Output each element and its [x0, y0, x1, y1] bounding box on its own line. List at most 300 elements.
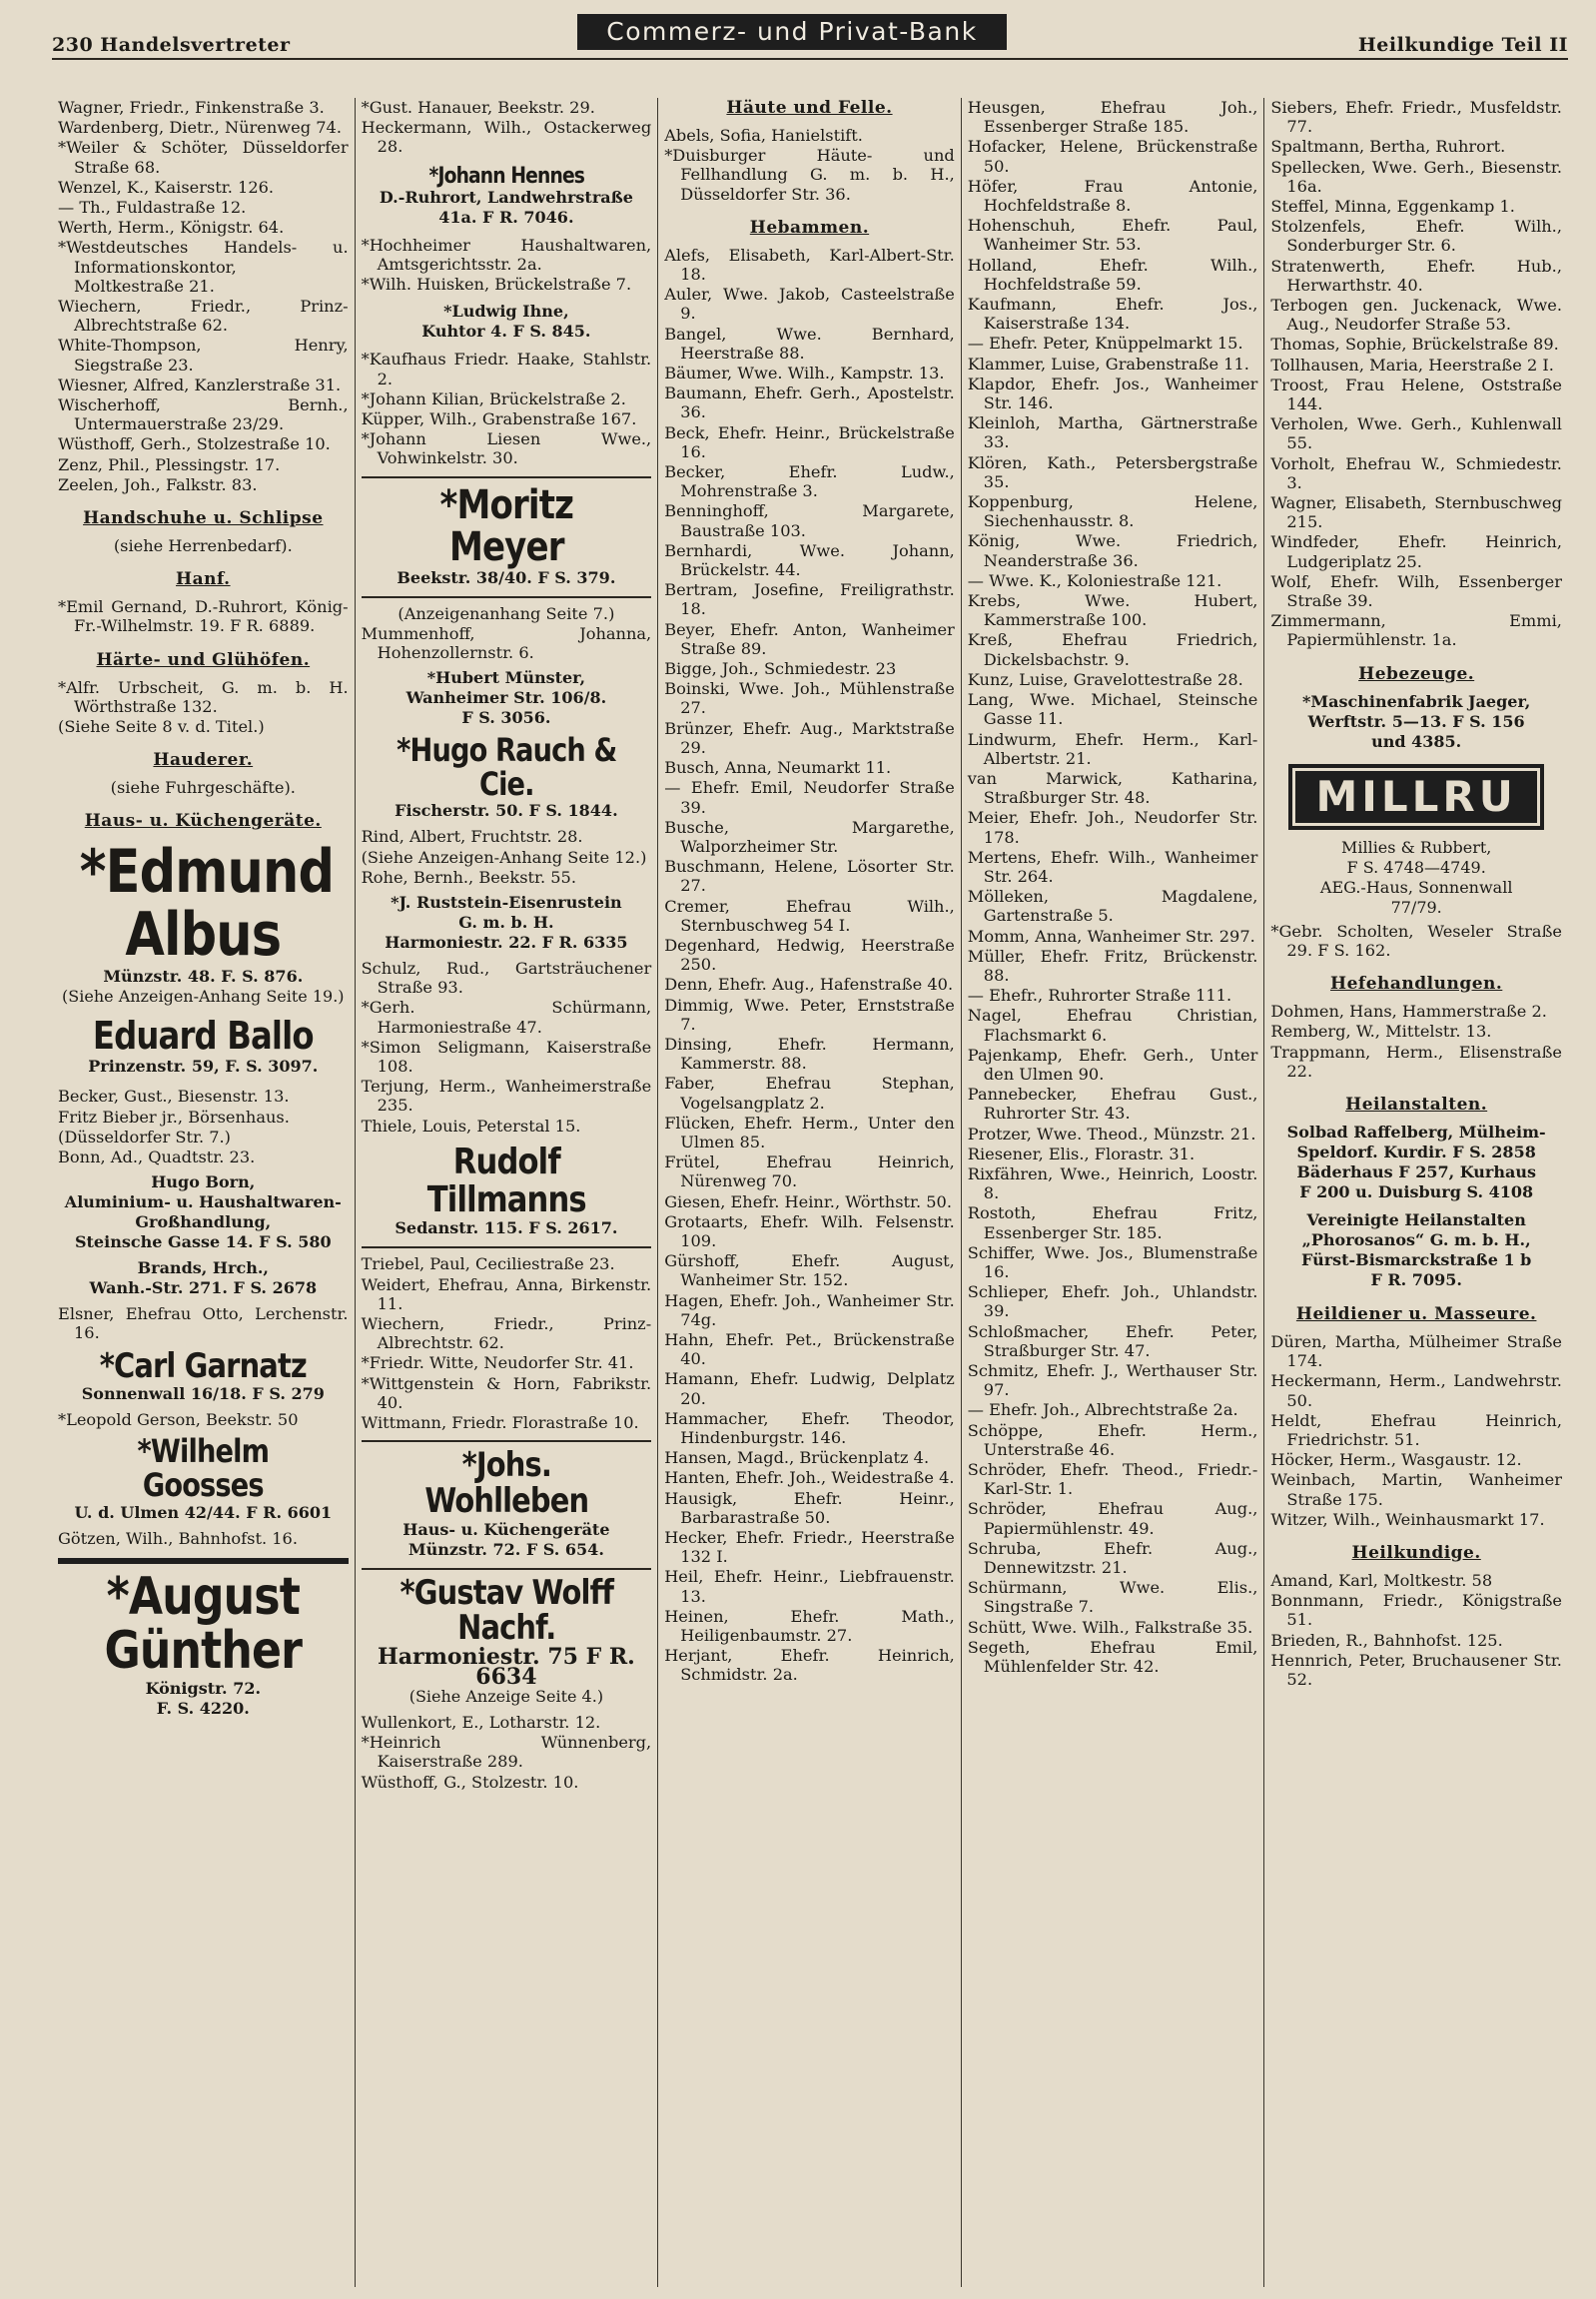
page-section-right: Heilkundige Teil II [1357, 34, 1568, 56]
entry: Schütt, Wwe. Wilh., Falkstraße 35. [967, 1617, 1253, 1637]
section-heading: Haus- u. Küchengeräte. [84, 811, 322, 832]
entry: Protzer, Wwe. Theod., Münzstr. 21. [967, 1124, 1256, 1144]
advert-line: Steinsche Gasse 14. F S. 580 [74, 1232, 332, 1252]
advert-millies [1270, 838, 1562, 918]
advert-line: Millies & Rubbert, [1340, 837, 1492, 857]
entry: Flücken, Ehefr. Herm., Unter den Ulmen 85. [664, 1113, 955, 1151]
entry: Schürmann, Wwe. Elis., Singstraße 7. [967, 1578, 1258, 1617]
entry: Schulz, Rud., Gartsträuchener Straße 93. [361, 958, 652, 998]
entry: *Alfr. Urbscheit, G. m. b. H. Wörthstraße 132. [58, 677, 349, 716]
entry: Siebers, Ehefr. Friedr., Musfeldstr. 77. [1270, 98, 1562, 137]
entry: *Duisburger Häute- und Fellhandlung G. m. b. H., Düsseldorfer Str. 36. [664, 146, 955, 204]
entry: Wüsthoff, G., Stolzestr. 10. [361, 1772, 579, 1792]
entry-list [362, 893, 652, 953]
entry-list [58, 1087, 349, 1166]
entry: Höfer, Frau Antonie, Hochfeldstraße 8. [967, 176, 1258, 216]
divider [362, 596, 652, 598]
entry: Krebs, Wwe. Hubert, Kammerstraße 100. [967, 591, 1258, 630]
entry-list [1270, 1002, 1562, 1081]
entry: Riesener, Elis., Florastr. 31. [967, 1144, 1196, 1163]
entry: Hohenschuh, Ehefr. Paul, Wanheimer Str. 53. [967, 216, 1258, 255]
entry: Meier, Ehefr. Joh., Neudorfer Str. 178. [967, 808, 1258, 847]
entry: Hennrich, Peter, Bruchausener Str. 52. [1270, 1650, 1562, 1689]
entry: Spaltmann, Bertha, Ruhrort. [1270, 137, 1506, 157]
entry-list [58, 1258, 349, 1298]
advert-line: *Hubert Münster, [426, 668, 586, 688]
section-heading: Heilkundige. [1351, 1542, 1481, 1563]
entry: — Ehefr., Ruhrorter Straße 111. [967, 986, 1232, 1006]
advert-line: Harmoniestr. 22. F R. 6335 [385, 932, 628, 952]
entry: Weinbach, Martin, Wanheimer Straße 175. [1270, 1470, 1562, 1509]
entry: Dimmig, Wwe. Peter, Ernststraße 7. [664, 995, 955, 1034]
entry: Wiechern, Friedr., Prinz-Albrechtstr. 62. [361, 1313, 652, 1353]
advert-tillmanns [362, 1141, 652, 1239]
advert-line: F S. 4748—4749. [1346, 857, 1486, 877]
advert-address: Münzstr. 72. F S. 654. [407, 1539, 604, 1559]
entry: Baumann, Ehefr. Gerh., Apostelstr. 36. [664, 383, 955, 422]
entry-list [968, 98, 1258, 1676]
entry-list [58, 98, 349, 494]
entry: Stolzenfels, Ehefr. Wilh., Sonderburger Str. 6. [1270, 217, 1562, 256]
entry: Windfeder, Ehefr. Heinrich, Ludgeriplatz 25. [1270, 532, 1562, 571]
entry: Hansen, Magd., Brückenplatz 4. [664, 1448, 930, 1468]
entry: *Kaufhaus Friedr. Haake, Stahlstr. 2. [361, 350, 652, 388]
entry: Witzer, Wilh., Weinhausmarkt 17. [1270, 1509, 1545, 1529]
entry-list [1270, 1123, 1562, 1202]
entry: Bangel, Wwe. Bernhard, Heerstraße 88. [664, 324, 955, 363]
advert-albus [58, 837, 349, 1007]
entry: Denn, Ehefr. Aug., Hafenstraße 40. [664, 975, 954, 995]
entry-list [58, 678, 349, 737]
entry: Stratenwerth, Ehefr. Hub., Herwarthstr. 40. [1270, 256, 1562, 295]
entry: Becker, Gust., Biesenstr. 13. [58, 1087, 290, 1107]
entry-list [664, 126, 955, 204]
entry-list [1270, 692, 1562, 752]
entry: Küpper, Wilh., Grabenstraße 167. [361, 408, 637, 428]
entry: *Wittgenstein & Horn, Fabrikstr. 40. [361, 1373, 652, 1412]
entry: Zimmermann, Emmi, Papiermühlenstr. 1a. [1270, 611, 1562, 650]
advert-ihne [362, 302, 652, 342]
entry: Busche, Margarethe, Walporzheimer Str. [664, 817, 955, 856]
advert-line: Solbad Raffelberg, Mülheim-Speldorf. Kurdir. F S. 2858 [1286, 1122, 1546, 1161]
column-2 [356, 98, 659, 2287]
entry: Abels, Sofia, Hanielstift. [664, 126, 863, 145]
column-4 [962, 98, 1265, 2287]
entry: White-Thompson, Henry, Siegstraße 23. [58, 336, 349, 375]
entry: Wolf, Ehefr. Wilh, Essenberger Straße 39. [1270, 571, 1562, 611]
entry-list [362, 188, 652, 228]
entry: Klammer, Luise, Grabenstraße 11. [967, 354, 1249, 374]
millru-logo [1288, 764, 1544, 830]
section-heading: Hebezeuge. [1358, 663, 1475, 684]
entry: *Johann Liesen Wwe., Vohwinkelstr. 30. [361, 429, 652, 468]
entry: Terbogen gen. Juckenack, Wwe. Aug., Neudorfer Straße 53. [1270, 296, 1562, 335]
advert-line: Brands, Hrch., [137, 1258, 269, 1278]
divider [362, 1440, 652, 1442]
advert-line: *J. Ruststein-Eisenrustein [391, 892, 622, 912]
entry: Steffel, Minna, Eggenkamp 1. [1270, 197, 1515, 217]
entry: Pajenkamp, Ehefr. Gerh., Unter den Ulmen 90. [967, 1045, 1258, 1084]
entry: Tollhausen, Maria, Heerstraße 2 I. [1270, 355, 1554, 375]
entry: — Wwe. K., Koloniestraße 121. [967, 570, 1222, 590]
entry: Grotaarts, Ehefr. Wilh. Felsenstr. 109. [664, 1211, 955, 1250]
section-heading: Härte- und Glühöfen. [96, 649, 311, 670]
entry: Becker, Ehefr. Ludw., Mohrenstraße 3. [664, 462, 955, 501]
advert-name: *Johann Hennes [428, 163, 584, 189]
advert-goosses [58, 1432, 349, 1522]
entry: Vorholt, Ehefrau W., Schmiedestr. 3. [1270, 453, 1562, 492]
advert-subtitle: Haus- u. Küchengeräte [402, 1519, 610, 1539]
entry: Hanten, Ehefr. Joh., Weidestraße 4. [664, 1468, 955, 1488]
entry: Amand, Karl, Moltkestr. 58 [1270, 1570, 1493, 1590]
entry: Trappmann, Herm., Elisenstraße 22. [1270, 1042, 1562, 1081]
advert-name: Eduard Ballo [92, 1014, 314, 1059]
entry: Hausigk, Ehefr. Heinr., Barbarastraße 50. [664, 1488, 955, 1527]
divider [58, 1558, 349, 1564]
entry: Elsner, Ehefrau Otto, Lerchenstr. 16. [58, 1304, 349, 1343]
page-number-section: 230 Handelsvertreter [52, 34, 291, 56]
advert-line: F 200 u. Duisburg S. 4108 [1299, 1181, 1534, 1201]
entry: Götzen, Wilh., Bahnhofst. 16. [58, 1528, 298, 1548]
entry: *Leopold Gerson, Beekstr. 50 [58, 1410, 299, 1430]
advert-line: Aluminium- u. Haushaltwaren-Großhandlung, [64, 1192, 342, 1232]
advert-wohlleben [362, 1445, 652, 1559]
advert-line: Vereinigte Heilanstalten [1306, 1209, 1526, 1229]
entry: Müller, Ehefr. Fritz, Brückenstr. 88. [967, 946, 1258, 985]
entry: Bernhardi, Wwe. Johann, Brückelstr. 44. [664, 540, 955, 580]
section-heading: Häute und Felle. [726, 98, 893, 118]
entry: Schöppe, Ehefr. Herm., Unterstraße 46. [967, 1420, 1258, 1459]
entry: Brünzer, Ehefr. Aug., Marktstraße 29. [664, 718, 955, 757]
entry: Wardenberg, Dietr., Nürenweg 74. [58, 118, 342, 138]
column-3 [658, 98, 962, 2287]
advert-name: *Gustav Wolff Nachf. [399, 1572, 613, 1649]
section-heading: Heildiener u. Masseure. [1295, 1303, 1537, 1324]
entry: Hofacker, Helene, Brückenstraße 50. [967, 137, 1258, 176]
entry: Benninghoff, Margarete, Baustraße 103. [664, 501, 955, 540]
entry-list [1270, 838, 1562, 918]
entry: Hahn, Ehefr. Pet., Brückenstraße 40. [664, 1329, 955, 1369]
entry: *Westdeutsches Handels- u. Informationskontor, Moltkestraße 21. [58, 238, 349, 296]
entry: Gürshoff, Ehefr. August, Wanheimer Str. 152. [664, 1251, 955, 1290]
section-heading: Hanf. [176, 569, 231, 590]
section-heading: Hefehandlungen. [1330, 974, 1503, 995]
entry: Wenzel, K., Kaiserstr. 126. [58, 177, 275, 197]
entry: Heckermann, Herm., Landwehrstr. 50. [1270, 1371, 1562, 1410]
advert-address: Sedanstr. 115. F S. 2617. [395, 1218, 618, 1238]
entry-list [362, 668, 652, 728]
advert-address: Beekstr. 38/40. F S. 379. [397, 567, 616, 587]
advert-rauch [362, 731, 652, 821]
entry: (siehe Herrenbedarf). [113, 536, 293, 556]
entry: Mummenhoff, Johanna, Hohenzollernstr. 6. [361, 623, 652, 662]
entry: Spellecken, Wwe. Gerh., Biesenstr. 16a. [1270, 157, 1562, 196]
advert-line: *Ludwig Ihne, [443, 302, 569, 322]
entry: Schloßmacher, Ehefr. Peter, Straßburger Str. 47. [967, 1321, 1258, 1360]
columns [52, 98, 1568, 2287]
entry: Kunz, Luise, Gravelottestraße 28. [967, 669, 1243, 689]
entry: Heil, Ehefr. Heinr., Liebfrauenstr. 13. [664, 1567, 955, 1606]
entry: Schlieper, Ehefr. Joh., Uhlandstr. 39. [967, 1282, 1258, 1321]
advert-wolff [362, 1572, 652, 1707]
entry: Wagner, Elisabeth, Sternbuschweg 215. [1270, 493, 1562, 532]
entry: *Johann Kilian, Brückelstraße 2. [361, 388, 626, 408]
entry-list [362, 98, 652, 157]
entry: Rostoth, Ehefrau Fritz, Essenberger Str. 185. [967, 1203, 1258, 1242]
advert-raffelberg [1270, 1123, 1562, 1202]
entry: Fritz Bieber jr., Börsenhaus. [58, 1107, 290, 1127]
entry: Rixfähren, Wwe., Heinrich, Loostr. 8. [967, 1163, 1258, 1203]
entry: Brieden, R., Bahnhofst. 125. [1270, 1630, 1503, 1650]
entry: Schröder, Ehefr. Theod., Friedr.-Karl-Str. 1. [967, 1460, 1258, 1499]
advert-jaeger [1270, 692, 1562, 752]
entry: Wiesner, Alfred, Kanzlerstraße 31. [58, 375, 342, 394]
entry: Schruba, Ehefr. Aug., Dennewitzstr. 21. [967, 1538, 1258, 1578]
entry-list [362, 827, 652, 887]
advert-line: F. S. 4220. [156, 1699, 250, 1719]
entry: — Th., Fuldastraße 12. [58, 198, 247, 218]
advert-name: *Carl Garnatz [99, 1345, 307, 1386]
entry: *Gebr. Scholten, Weseler Straße 29. F S. 162. [1270, 921, 1562, 960]
entry: Rohe, Bernh., Beekstr. 55. [361, 867, 576, 887]
advert-line: 41a. F R. 7046. [438, 207, 574, 227]
entry: Bonn, Ad., Quadtstr. 23. [58, 1147, 256, 1166]
entry-list [362, 236, 652, 295]
bank-banner: Commerz- und Privat-Bank [577, 14, 1007, 50]
section-heading: Hebammen. [749, 217, 870, 238]
entry: Schröder, Ehefrau Aug., Papiermühlenstr. 49. [967, 1499, 1258, 1538]
section-heading: Hauderer. [153, 750, 254, 771]
entry: Degenhard, Hedwig, Heerstraße 250. [664, 935, 955, 975]
entry: *Simon Seligmann, Kaiserstraße 108. [361, 1037, 652, 1076]
entry: Verholen, Wwe. Gerh., Kuhlenwall 55. [1270, 414, 1562, 453]
entry: Pannebecker, Ehefrau Gust., Ruhrorter Str. 43. [967, 1085, 1258, 1124]
entry: Triebel, Paul, Ceciliestraße 23. [361, 1254, 615, 1274]
advert-name: *Johs. Wohlleben [423, 1445, 588, 1521]
entry: van Marwick, Katharina, Straßburger Str. 48. [967, 768, 1258, 808]
entry: Momm, Anna, Wanheimer Str. 297. [967, 926, 1255, 946]
advert-name: *August Günther [104, 1566, 303, 1682]
entry: Lindwurm, Ehefr. Herm., Karl-Albertstr. 21. [967, 729, 1258, 768]
entry: Wittmann, Friedr. Florastraße 10. [361, 1412, 639, 1432]
entry: Lang, Wwe. Michael, Steinsche Gasse 11. [967, 690, 1258, 729]
entry: Wischerhoff, Bernh., Untermauerstraße 23/29. [58, 395, 349, 434]
entry: Alefs, Elisabeth, Karl-Albert-Str. 18. [664, 245, 955, 285]
advert-address: Sonnenwall 16/18. F S. 279 [81, 1384, 325, 1404]
entry: Mertens, Ehefr. Wilh., Wanheimer Str. 264. [967, 847, 1258, 886]
entry: Kreß, Ehefrau Friedrich, Dickelsbachstr. 9. [967, 630, 1258, 669]
advert-line: Werftstr. 5—13. F S. 156 [1307, 711, 1525, 731]
entry: Bertram, Josefine, Freiligrathstr. 18. [664, 580, 955, 619]
advert-address: Prinzenstr. 59, F. S. 3097. [88, 1057, 319, 1077]
entry: Klören, Kath., Petersbergstraße 35. [967, 452, 1258, 491]
advert-note: (Siehe Anzeigen-Anhang Seite 19.) [62, 987, 345, 1007]
advert-line: Fürst-Bismarckstraße 1 b [1301, 1249, 1532, 1269]
entry: (Siehe Seite 8 v. d. Titel.) [58, 717, 265, 737]
entry: Segeth, Ehefrau Emil, Mühlenfelder Str. 42. [967, 1637, 1258, 1677]
entry: *Gust. Hanauer, Beekstr. 29. [361, 98, 595, 117]
advert-line: *Maschinenfabrik Jaeger, [1302, 691, 1531, 711]
entry: — Ehefr. Peter, Knüppelmarkt 15. [967, 334, 1243, 354]
entry-list [362, 1254, 652, 1432]
entry: Beyer, Ehefr. Anton, Wanheimer Straße 89. [664, 619, 955, 658]
advert-line: Wanheimer Str. 106/8. [405, 688, 607, 708]
entry-list [1270, 98, 1562, 650]
entry: Terjung, Herm., Wanheimerstraße 235. [361, 1077, 652, 1116]
entry: Troost, Frau Helene, Oststraße 144. [1270, 375, 1562, 414]
entry: (Düsseldorfer Str. 7.) [58, 1127, 231, 1147]
advert-ballo [58, 1014, 349, 1077]
entry: Mölleken, Magdalene, Gartenstraße 5. [967, 887, 1258, 926]
advert-line: Kuhtor 4. F S. 845. [421, 322, 591, 342]
entry-list [362, 302, 652, 342]
advert-hennes [362, 165, 652, 228]
entry-list [664, 246, 955, 1685]
entry: Koppenburg, Helene, Siechenhausstr. 8. [967, 492, 1258, 531]
entry-list [362, 959, 652, 1136]
entry: *Hochheimer Haushaltwaren, Amtsgerichtsstr. 2a. [361, 235, 652, 274]
entry: (siehe Fuhrgeschäfte). [110, 778, 296, 798]
entry: Remberg, W., Mittelstr. 13. [1270, 1022, 1492, 1042]
advert-line: Hugo Born, [151, 1172, 256, 1192]
entry: Giesen, Ehefr. Heinr., Wörthstr. 50. [664, 1191, 952, 1211]
entry: Hagen, Ehefr. Joh., Wanheimer Str. 74g. [664, 1290, 955, 1329]
entry: König, Wwe. Friedrich, Neanderstraße 36. [967, 531, 1258, 570]
advert-line: D.-Ruhrort, Landwehrstraße [379, 187, 633, 207]
entry: Auler, Wwe. Jakob, Casteelstraße 9. [664, 285, 955, 324]
entry: Heusgen, Ehefrau Joh., Essenberger Straße 185. [967, 98, 1258, 137]
entry: Herjant, Ehefr. Heinrich, Schmidstr. 2a. [664, 1646, 955, 1685]
entry: Dohmen, Hans, Hammerstraße 2. [1270, 1002, 1547, 1022]
advert-line: Wanh.-Str. 271. F S. 2678 [89, 1278, 318, 1298]
advert-address: U. d. Ulmen 42/44. F R. 6601 [74, 1502, 333, 1522]
entry: Boinski, Wwe. Joh., Mühlenstraße 27. [664, 679, 955, 718]
advert-name: Rudolf Tillmanns [426, 1141, 586, 1220]
entry: Werth, Herm., Königstr. 64. [58, 218, 285, 238]
advert-born [58, 1172, 349, 1252]
entry: Kleinloh, Martha, Gärtnerstraße 33. [967, 413, 1258, 452]
section-heading: Handschuhe u. Schlipse [83, 508, 324, 529]
entry: *Heinrich Wünnenberg, Kaiserstraße 289. [361, 1733, 652, 1772]
advert-line: Königstr. 72. [145, 1679, 262, 1699]
column-5 [1264, 98, 1568, 2287]
millru-logo-text: MILLRU [1295, 771, 1537, 823]
entry: Heinen, Ehefr. Math., Heiligenbaumstr. 27. [664, 1606, 955, 1646]
entry: Wullenkort, E., Lotharstr. 12. [361, 1712, 601, 1732]
advert-line: Bäderhaus F 257, Kurhaus [1296, 1161, 1536, 1181]
entry: Buschmann, Helene, Lösorter Str. 27. [664, 857, 955, 896]
entry: *Emil Gernand, D.-Ruhrort, König-Fr.-Wilhelmstr. 19. F R. 6889. [58, 597, 349, 636]
divider [362, 476, 652, 478]
section-heading: Heilanstalten. [1345, 1094, 1488, 1115]
advert-note: (Siehe Anzeige Seite 4.) [408, 1686, 604, 1706]
entry-list [58, 1679, 349, 1719]
entry: Klapdor, Ehefr. Jos., Wanheimer Str. 146. [967, 374, 1258, 413]
advert-name: *Edmund Albus [79, 837, 335, 971]
header-rule [52, 58, 1568, 60]
advert-muenster [362, 668, 652, 728]
advert-ruststein [362, 893, 652, 953]
entry: Zenz, Phil., Plessingstr. 17. [58, 454, 281, 474]
entry-list [1270, 1210, 1562, 1290]
entry: Dinsing, Ehefr. Hermann, Kammerstr. 88. [664, 1034, 955, 1074]
column-1 [52, 98, 356, 2287]
entry: Höcker, Herm., Wasgaustr. 12. [1270, 1450, 1522, 1470]
advert-line: und 4385. [1371, 731, 1462, 751]
entry: Zeelen, Joh., Falkstr. 83. [58, 474, 258, 494]
entry: Wüsthoff, Gerh., Stolzestraße 10. [58, 434, 331, 454]
entry: Busch, Anna, Neumarkt 11. [664, 758, 892, 778]
entry: (Anzeigenanhang Seite 7.) [398, 603, 615, 623]
entry: Hamann, Ehefr. Ludwig, Delplatz 20. [664, 1369, 955, 1408]
advert-line: G. m. b. H. [458, 912, 554, 932]
entry: Frütel, Ehefrau Heinrich, Nürenweg 70. [664, 1152, 955, 1191]
entry-list [362, 1713, 652, 1792]
entry: — Ehefr. Joh., Albrechtstraße 2a. [967, 1400, 1238, 1420]
entry: Bonnmann, Friedr., Königstraße 51. [1270, 1591, 1562, 1630]
entry: Wagner, Friedr., Finkenstraße 3. [58, 98, 325, 117]
entry: *Weiler & Schöter, Düsseldorfer Straße 68. [58, 138, 349, 177]
entry: Heckermann, Wilh., Ostackerweg 28. [361, 118, 652, 157]
entry: — Ehefr. Emil, Neudorfer Straße 39. [664, 778, 955, 817]
entry: (Siehe Anzeigen-Anhang Seite 12.) [361, 847, 647, 867]
advert-name: *Moritz Meyer [439, 481, 573, 570]
entry: Bäumer, Wwe. Wilh., Kampstr. 13. [664, 364, 945, 383]
entry: Nagel, Ehefrau Christian, Flachsmarkt 6. [967, 1006, 1258, 1045]
entry: Wiechern, Friedr., Prinz-Albrechtstraße 62. [58, 297, 349, 336]
advert-name: *Hugo Rauch & Cie. [396, 731, 617, 803]
advert-address: Harmoniestr. 75 F R. 6634 [377, 1643, 635, 1690]
advert-line: „Phorosanos“ G. m. b. H., [1301, 1229, 1531, 1249]
entry-list [1270, 1571, 1562, 1689]
advert-meyer [362, 481, 652, 588]
advert-address: Fischerstr. 50. F S. 1844. [395, 801, 618, 821]
advert-garnatz [58, 1345, 349, 1405]
entry: Faber, Ehefrau Stephan, Vogelsangplatz 2. [664, 1074, 955, 1113]
entry: Hecker, Ehefr. Friedr., Heerstraße 132 I. [664, 1528, 955, 1567]
advert-line: F S. 3056. [461, 708, 551, 728]
entry: Beck, Ehefr. Heinr., Brückelstraße 16. [664, 422, 955, 461]
entry: Schiffer, Wwe. Jos., Blumenstraße 16. [967, 1242, 1258, 1281]
entry: Schmitz, Ehefr. J., Werthauser Str. 97. [967, 1361, 1258, 1400]
page-header [52, 14, 1568, 62]
entry: Thomas, Sophie, Brückelstraße 89. [1270, 335, 1559, 355]
entry: Weidert, Ehefrau, Anna, Birkenstr. 11. [361, 1274, 652, 1313]
entry: Thiele, Louis, Peterstal 15. [361, 1116, 581, 1136]
entry: Düren, Martha, Mülheimer Straße 174. [1270, 1331, 1562, 1371]
entry: Kaufmann, Ehefr. Jos., Kaiserstraße 134. [967, 295, 1258, 334]
entry: Rind, Albert, Fruchtstr. 28. [361, 827, 583, 847]
advert-phorosanos [1270, 1210, 1562, 1290]
entry-list [362, 350, 652, 467]
advert-name: *Wilhelm Goosses [137, 1432, 270, 1505]
advert-brands [58, 1258, 349, 1298]
entry-list [58, 1172, 349, 1252]
advert-guenther [58, 1566, 349, 1719]
entry: Heldt, Ehefrau Heinrich, Friedrichstr. 51. [1270, 1410, 1562, 1449]
divider [362, 1568, 652, 1570]
entry: Cremer, Ehefrau Wilh., Sternbuschweg 54 I. [664, 896, 955, 935]
advert-line: F R. 7095. [1370, 1269, 1462, 1289]
entry: Holland, Ehefr. Wilh., Hochfeldstraße 59. [967, 255, 1258, 294]
advert-line: 77/79. [1390, 897, 1442, 917]
entry-list [1270, 1332, 1562, 1529]
advert-line: AEG.-Haus, Sonnenwall [1319, 877, 1513, 897]
entry: Hammacher, Ehefr. Theodor, Hindenburgstr. 146. [664, 1408, 955, 1447]
entry: *Gerh. Schürmann, Harmoniestraße 47. [361, 998, 652, 1037]
entry: *Wilh. Huisken, Brückelstraße 7. [361, 275, 632, 295]
divider [362, 1246, 652, 1248]
